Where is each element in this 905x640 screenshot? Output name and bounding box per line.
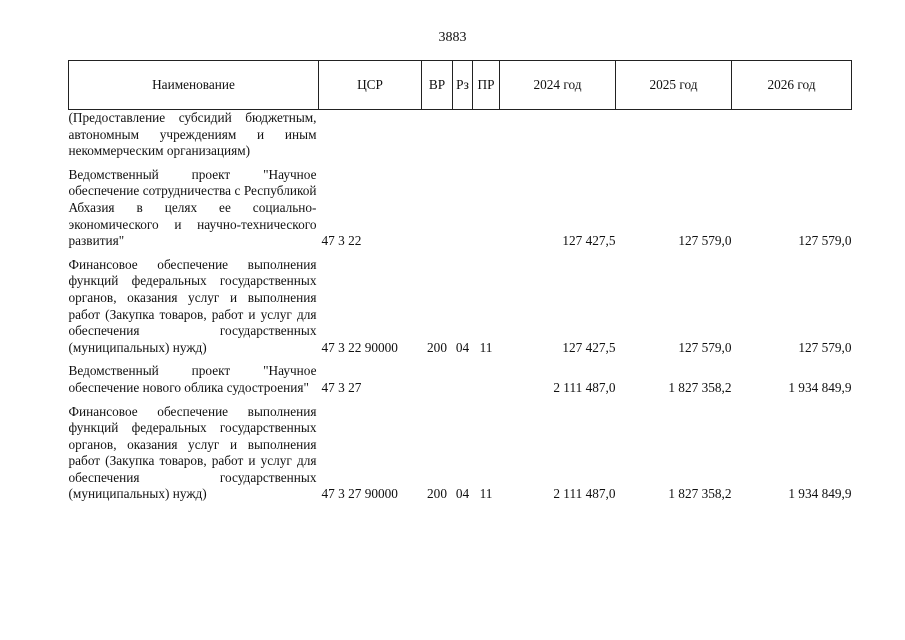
row-csr bbox=[319, 110, 422, 167]
row-2026: 1 934 849,9 bbox=[788, 486, 852, 502]
row-2025: 127 579,0 bbox=[678, 233, 732, 249]
row-2024: 127 427,5 bbox=[562, 233, 616, 249]
row-2026: 127 579,0 bbox=[798, 339, 852, 355]
row-csr: 47 3 27 bbox=[321, 379, 362, 395]
row-pr bbox=[473, 363, 500, 403]
header-2025: 2025 год bbox=[616, 61, 732, 110]
header-pr: ПР bbox=[473, 61, 500, 110]
row-2026: 127 579,0 bbox=[798, 233, 852, 249]
row-2024: 2 111 487,0 bbox=[553, 379, 616, 395]
header-name: Наименование bbox=[69, 61, 319, 110]
row-2025: 127 579,0 bbox=[678, 339, 732, 355]
table-row bbox=[69, 167, 852, 257]
table-header bbox=[69, 61, 852, 110]
budget-table bbox=[68, 60, 852, 503]
row-rz bbox=[453, 363, 473, 403]
row-2024: 127 427,5 bbox=[562, 339, 616, 355]
row-2026: 1 934 849,9 bbox=[788, 379, 852, 395]
row-2024 bbox=[500, 110, 616, 167]
page-number: 3883 bbox=[438, 30, 467, 45]
table-row bbox=[69, 110, 852, 167]
header-vr: ВР bbox=[422, 61, 453, 110]
table-row bbox=[69, 363, 852, 403]
row-rz: 04 bbox=[455, 486, 470, 502]
row-vr bbox=[422, 167, 453, 257]
row-2024: 2 111 487,0 bbox=[553, 486, 616, 502]
row-rz bbox=[453, 110, 473, 167]
row-pr bbox=[473, 110, 500, 167]
row-csr: 47 3 22 bbox=[321, 233, 362, 249]
row-csr: 47 3 27 90000 bbox=[321, 486, 398, 502]
row-name: Ведомственный проект "Научное обеспечение сотрудничества с Республикой Абхазия в целях ее социально-экономического и научно-технического развития" bbox=[68, 166, 317, 249]
row-2025 bbox=[616, 110, 732, 167]
row-vr: 200 bbox=[427, 339, 447, 355]
header-rz: Рз bbox=[453, 61, 473, 110]
header-csr: ЦСР bbox=[319, 61, 422, 110]
row-pr: 11 bbox=[479, 486, 493, 502]
row-2025: 1 827 358,2 bbox=[668, 379, 732, 395]
row-name: Финансовое обеспечение выполнения функций федеральных государственных органов, оказания услуг и выполнения работ (Закупка товаров, работ и услуг для обеспечения государственных (муниципальных) нужд) bbox=[68, 256, 317, 355]
row-rz: 04 bbox=[455, 339, 470, 355]
row-name: Ведомственный проект "Научное обеспечение нового облика судостроения" bbox=[68, 363, 317, 395]
row-vr bbox=[422, 363, 453, 403]
header-2026: 2026 год bbox=[732, 61, 852, 110]
table-row bbox=[69, 404, 852, 504]
row-rz bbox=[453, 167, 473, 257]
row-2025: 1 827 358,2 bbox=[668, 486, 732, 502]
row-2026 bbox=[732, 110, 852, 167]
table-row bbox=[69, 257, 852, 364]
row-csr: 47 3 22 90000 bbox=[321, 339, 398, 355]
row-name: Финансовое обеспечение выполнения функций федеральных государственных органов, оказания услуг и выполнения работ (Закупка товаров, работ и услуг для обеспечения государственных (муниципальных) нужд) bbox=[68, 403, 317, 502]
table-body bbox=[69, 110, 852, 504]
header-2024: 2024 год bbox=[500, 61, 616, 110]
row-name: (Предоставление субсидий бюджетным, автономным учреждениям и иным некоммерческим организациям) bbox=[68, 110, 317, 159]
row-vr: 200 bbox=[427, 486, 447, 502]
row-vr bbox=[422, 110, 453, 167]
row-pr bbox=[473, 167, 500, 257]
row-pr: 11 bbox=[479, 339, 493, 355]
